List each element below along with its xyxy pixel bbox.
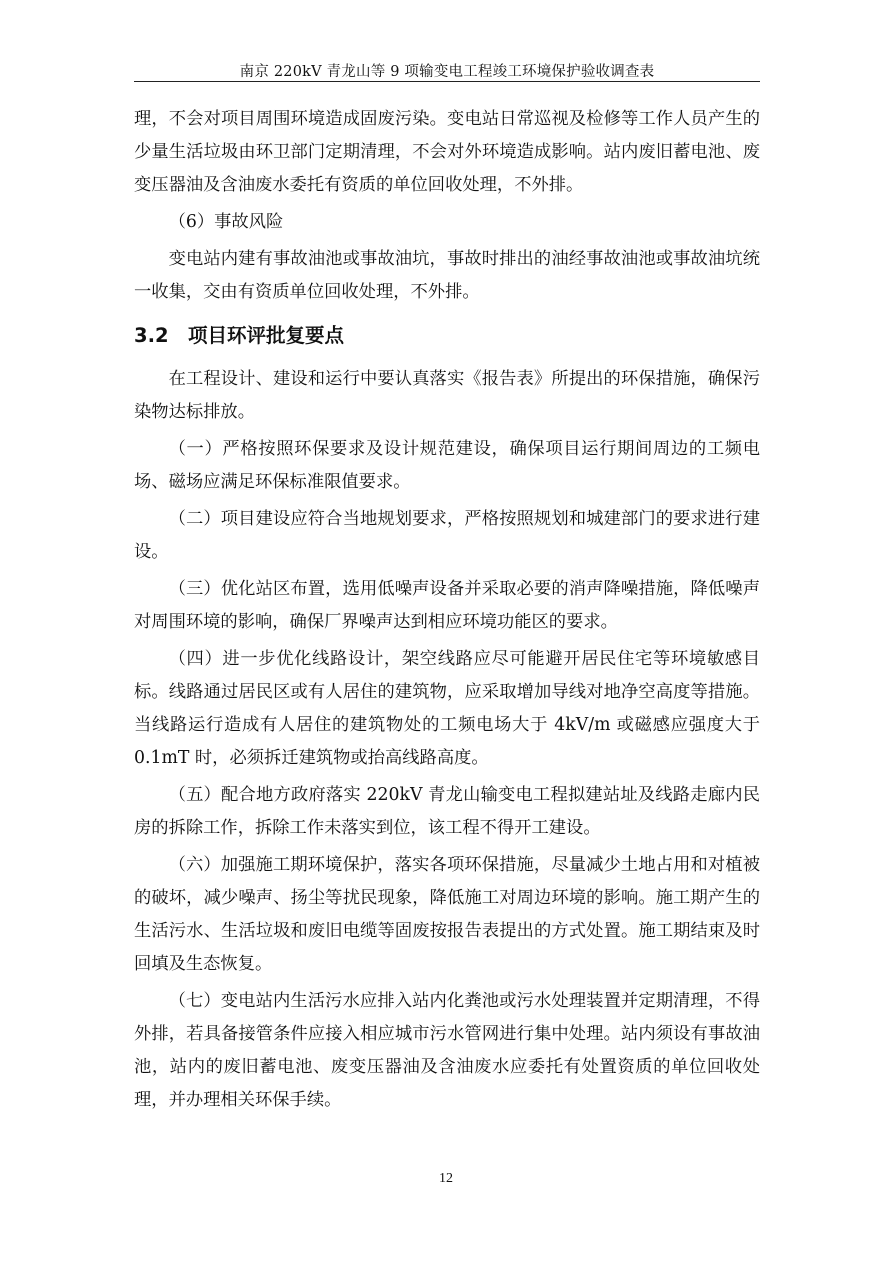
header-rule	[134, 81, 760, 82]
section-paragraph-5: （五）配合地方政府落实 220kV 青龙山输变电工程拟建站址及线路走廊内民房的拆除工作，拆除工作未落实到位，该工程不得开工建设。	[134, 785, 760, 838]
section-title: 项目环评批复要点	[188, 324, 345, 347]
section-paragraph-3: （三）优化站区布置，选用低噪声设备并采取必要的消声降噪措施，降低噪声对周围环境的影响，确保厂界噪声达到相应环境功能区的要求。	[134, 579, 760, 632]
section-paragraph-7: （七）变电站内生活污水应排入站内化粪池或污水处理装置并定期清理，不得外排，若具备接管条件应接入相应城市污水管网进行集中处理。站内须设有事故油池，站内的废旧蓄电池、废变压器油及含油废水应委托有处置资质的单位回收处理，并办理相关环保手续。	[134, 991, 760, 1110]
continuation-paragraph: 理，不会对项目周围环境造成固废污染。变电站日常巡视及检修等工作人员产生的少量生活垃圾由环卫部门定期清理，不会对外环境造成影响。站内废旧蓄电池、废变压器油及含油废水委托有资质的单位回收处理，不外排。	[134, 109, 760, 195]
section-paragraph-intro: 在工程设计、建设和运行中要认真落实《报告表》所提出的环保措施，确保污染物达标排放。	[134, 369, 760, 422]
section-paragraph-2: （二）项目建设应符合当地规划要求，严格按照规划和城建部门的要求进行建设。	[134, 509, 760, 562]
section-paragraph-6: （六）加强施工期环境保护，落实各项环保措施，尽量减少土地占用和对植被的破坏，减少噪声、扬尘等扰民现象，降低施工对周边环境的影响。施工期产生的生活污水、生活垃圾和废旧电缆等固废按报告表提出的方式处置。施工期结束及时回填及生态恢复。	[134, 855, 760, 974]
section-heading	[134, 319, 760, 353]
section-number: 3.2	[134, 324, 169, 347]
page-content	[134, 103, 760, 1121]
accident-risk-paragraph: 变电站内建有事故油池或事故油坑，事故时排出的油经事故油池或事故油坑统一收集，交由有资质单位回收处理，不外排。	[134, 249, 760, 302]
subheading-accident-risk: （6）事故风险	[168, 212, 284, 232]
page-number: 12	[439, 1171, 453, 1186]
header-title: 南京 220kV 青龙山等 9 项输变电工程竣工环境保护验收调查表	[239, 64, 655, 80]
section-paragraph-1: （一）严格按照环保要求及设计规范建设，确保项目运行期间周边的工频电场、磁场应满足环保标准限值要求。	[134, 439, 760, 492]
section-paragraph-4: （四）进一步优化线路设计，架空线路应尽可能避开居民住宅等环境敏感目标。线路通过居民区或有人居住的建筑物，应采取增加导线对地净空高度等措施。当线路运行造成有人居住的建筑物处的工频电场大于 4kV/m 或磁感应强度大于 0.1mT 时，必须拆迁建筑物或抬高线路高度。	[134, 649, 760, 768]
